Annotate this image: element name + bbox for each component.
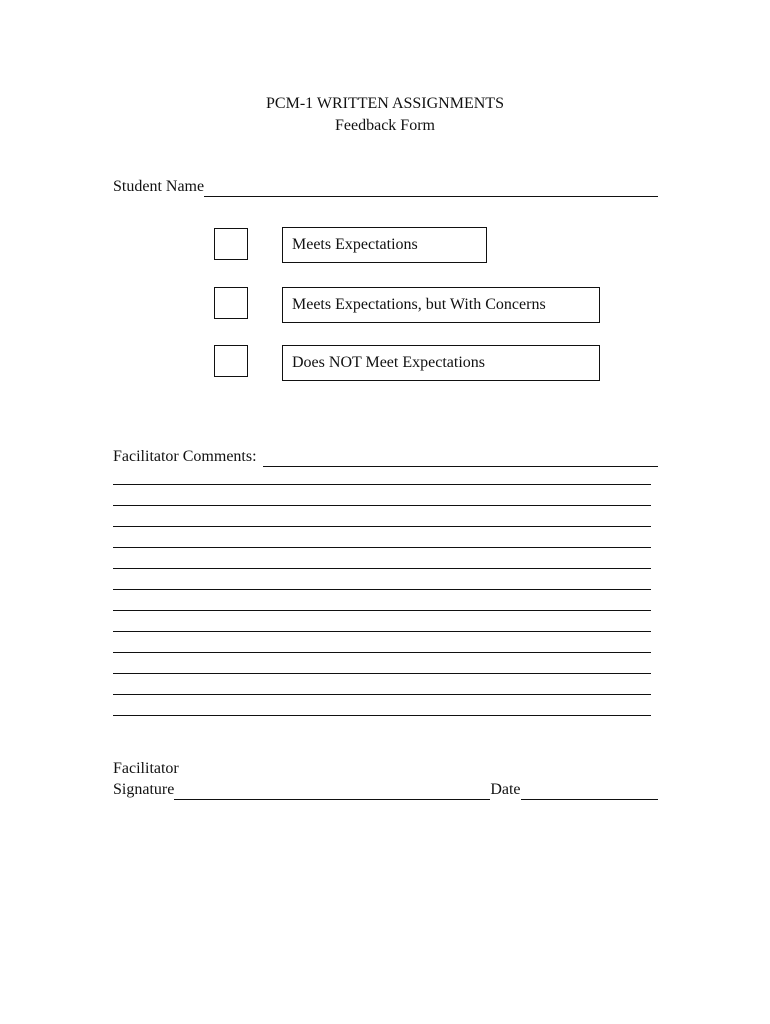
facilitator-comments-row (113, 447, 658, 467)
option-label: Meets Expectations, but With Concerns (292, 296, 546, 313)
comment-line[interactable] (113, 715, 651, 716)
signature-field[interactable] (174, 784, 490, 800)
comment-line[interactable] (113, 484, 651, 485)
comment-line[interactable] (113, 568, 651, 569)
student-name-field[interactable] (204, 181, 658, 197)
date-label: Date (490, 781, 521, 798)
signature-label: Signature (113, 781, 175, 798)
option-does-not-meet (282, 345, 600, 381)
comment-line[interactable] (113, 652, 651, 653)
student-name-label: Student Name (113, 178, 205, 195)
comment-line[interactable] (113, 694, 651, 695)
facilitator-comments-label: Facilitator Comments: (113, 448, 257, 465)
comment-line[interactable] (113, 673, 651, 674)
comment-line[interactable] (113, 547, 651, 548)
option-label: Does NOT Meet Expectations (292, 354, 485, 371)
facilitator-label: Facilitator (113, 760, 179, 777)
option-meets-with-concerns (282, 287, 600, 323)
comment-line[interactable] (113, 631, 651, 632)
student-name-row (113, 177, 658, 197)
comment-line[interactable] (113, 610, 651, 611)
comment-line[interactable] (113, 526, 651, 527)
comment-line[interactable] (113, 505, 651, 506)
signature-row (113, 780, 658, 800)
form-title: PCM-1 WRITTEN ASSIGNMENTS (266, 95, 504, 112)
form-subtitle: Feedback Form (335, 117, 435, 134)
meets-expectations-checkbox[interactable] (214, 228, 248, 260)
date-field[interactable] (521, 784, 658, 800)
facilitator-comments-first-line[interactable] (263, 451, 658, 467)
option-label: Meets Expectations (292, 236, 418, 253)
comment-line[interactable] (113, 589, 651, 590)
does-not-meet-checkbox[interactable] (214, 345, 248, 377)
meets-with-concerns-checkbox[interactable] (214, 287, 248, 319)
form-header (0, 93, 770, 137)
option-meets-expectations (282, 227, 487, 263)
